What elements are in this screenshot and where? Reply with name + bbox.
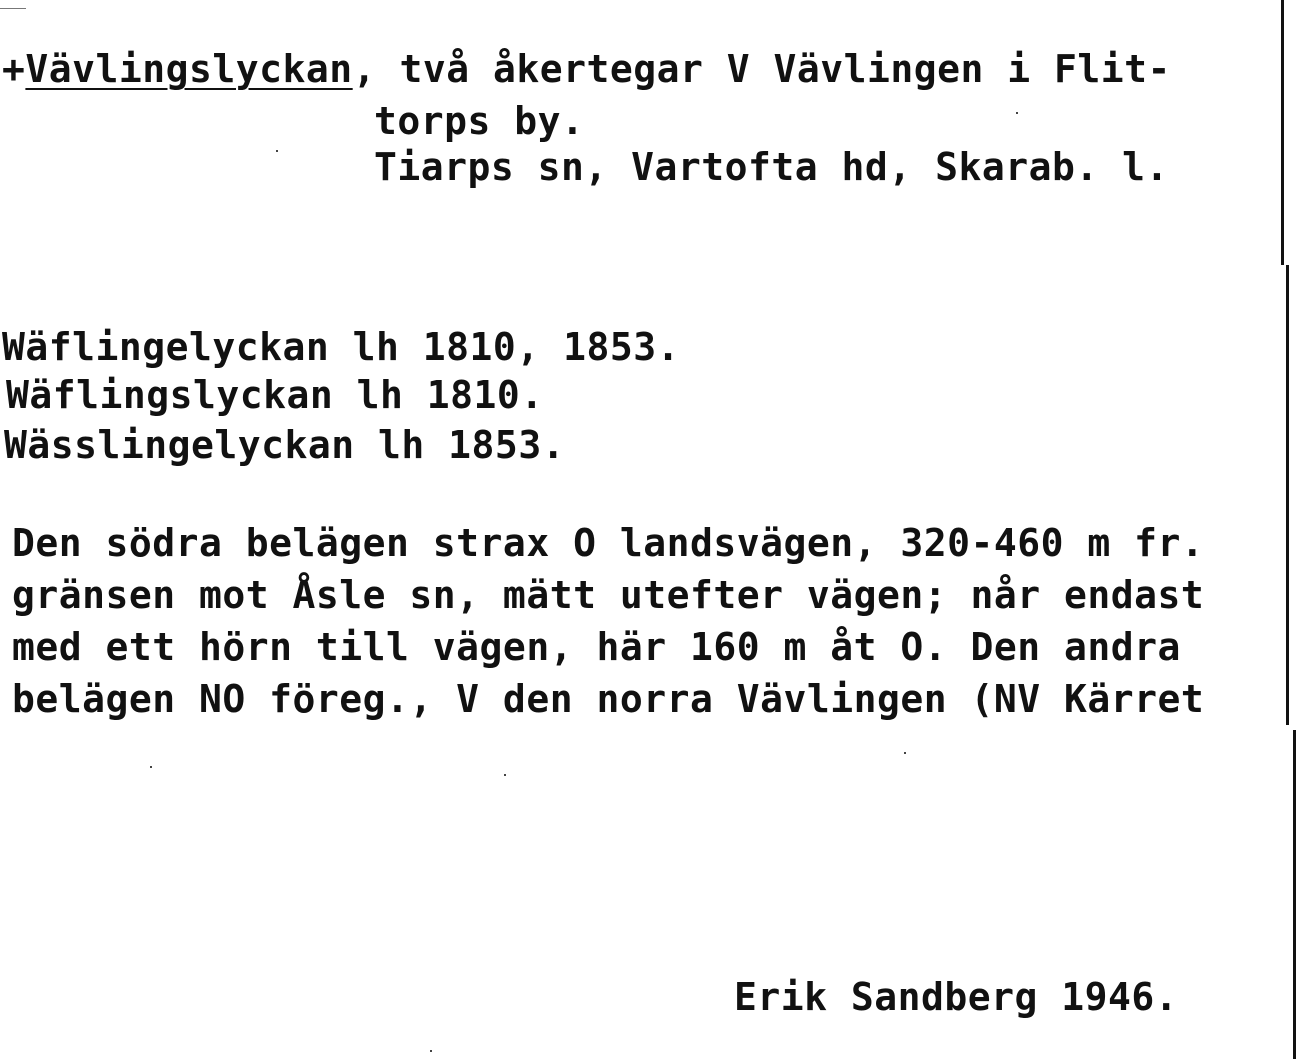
card-edge-right [1281,0,1284,265]
entry-headword: Vävlingslyckan [25,47,353,91]
description-line: gränsen mot Åsle sn, mätt utefter vägen; når endast [12,573,1205,617]
scan-speck [430,1050,432,1052]
card-edge-right [1293,730,1296,1059]
entry-definition-line2: torps by. [374,99,585,143]
entry-definition-line1: , två åkertegar V Vävlingen i Flit- [352,47,1171,91]
scan-speck [1016,112,1018,114]
entry-heading-line [2,46,1171,92]
description-line: belägen NO föreg., V den norra Vävlingen (NV Kärret [12,677,1205,721]
scan-speck [276,150,278,152]
description-line: med ett hörn till vägen, här 160 m åt O. Den andra [12,625,1181,669]
entry-prefix: + [2,47,26,91]
card-edge-top [0,8,26,9]
scan-speck [904,752,906,754]
signature: Erik Sandberg 1946. [734,975,1179,1019]
card-edge-right [1286,265,1289,725]
entry-location: Tiarps sn, Vartofta hd, Skarab. l. [374,145,1169,189]
scan-speck [504,774,506,776]
attestation-line: Wäflingslyckan lh 1810. [6,373,544,417]
scan-speck [150,766,152,768]
description-line: Den södra belägen strax O landsvägen, 320-460 m fr. [12,521,1205,565]
attestation-line: Wässlingelyckan lh 1853. [4,423,566,467]
attestation-line: Wäflingelyckan lh 1810, 1853. [2,325,680,369]
